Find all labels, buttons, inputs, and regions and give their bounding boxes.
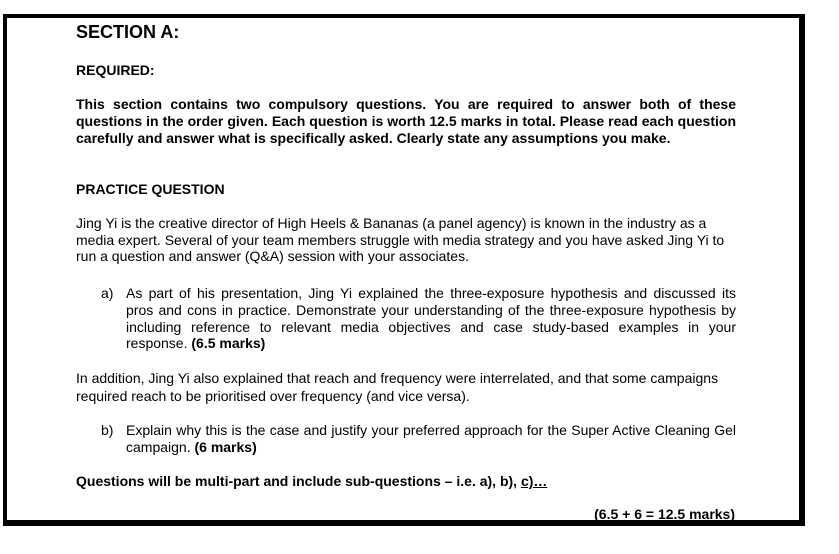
- scenario-paragraph: Jing Yi is the creative director of High Heels & Bananas (a panel agency) is known in the industry as a media expert. Several of your team members struggle with media strategy and you have asked Jing Yi to run a question and answer (Q&A) session with your associates.: [76, 215, 725, 264]
- required-label: REQUIRED:: [76, 62, 155, 78]
- practice-question-heading: PRACTICE QUESTION: [76, 181, 225, 197]
- instructions-paragraph: This section contains two compulsory questions. You are required to answer both of these questions in the order given. Each question is worth 12.5 marks in total. Please read each question carefully and answer what is specifically asked. Clearly state any assumptions you make.: [76, 96, 736, 146]
- multi-part-tail: c)…: [520, 473, 548, 489]
- addition-paragraph: In addition, Jing Yi also explained that reach and frequency were interrelated, and that some campaigns required reach to be prioritised over frequency (and vice versa).: [76, 370, 719, 404]
- question-a-body: As part of his presentation, Jing Yi explained the three-exposure hypothesis and discussed its pros and cons in practice. Demonstrate your understanding of the three-exposure hypothesis by including reference to relevant media objectives and case study-based examples in your response.: [126, 285, 736, 352]
- total-marks: (6.5 + 6 = 12.5 marks): [594, 506, 735, 522]
- question-b-text: [126, 422, 736, 456]
- section-heading: SECTION A:: [76, 22, 180, 42]
- question-a-marks: (6.5 marks): [191, 335, 266, 352]
- question-b-label: b): [101, 422, 114, 438]
- question-a-text: [126, 285, 736, 352]
- question-b-marks: (6 marks): [194, 439, 257, 455]
- multi-part-note: [76, 473, 547, 490]
- multi-part-text: Questions will be multi-part and include sub-questions – i.e. a), b),: [76, 473, 521, 489]
- question-a-label: a): [101, 285, 114, 301]
- question-b-body: Explain why this is the case and justify your preferred approach for the Super Active Cleaning Gel campaign.: [126, 422, 736, 455]
